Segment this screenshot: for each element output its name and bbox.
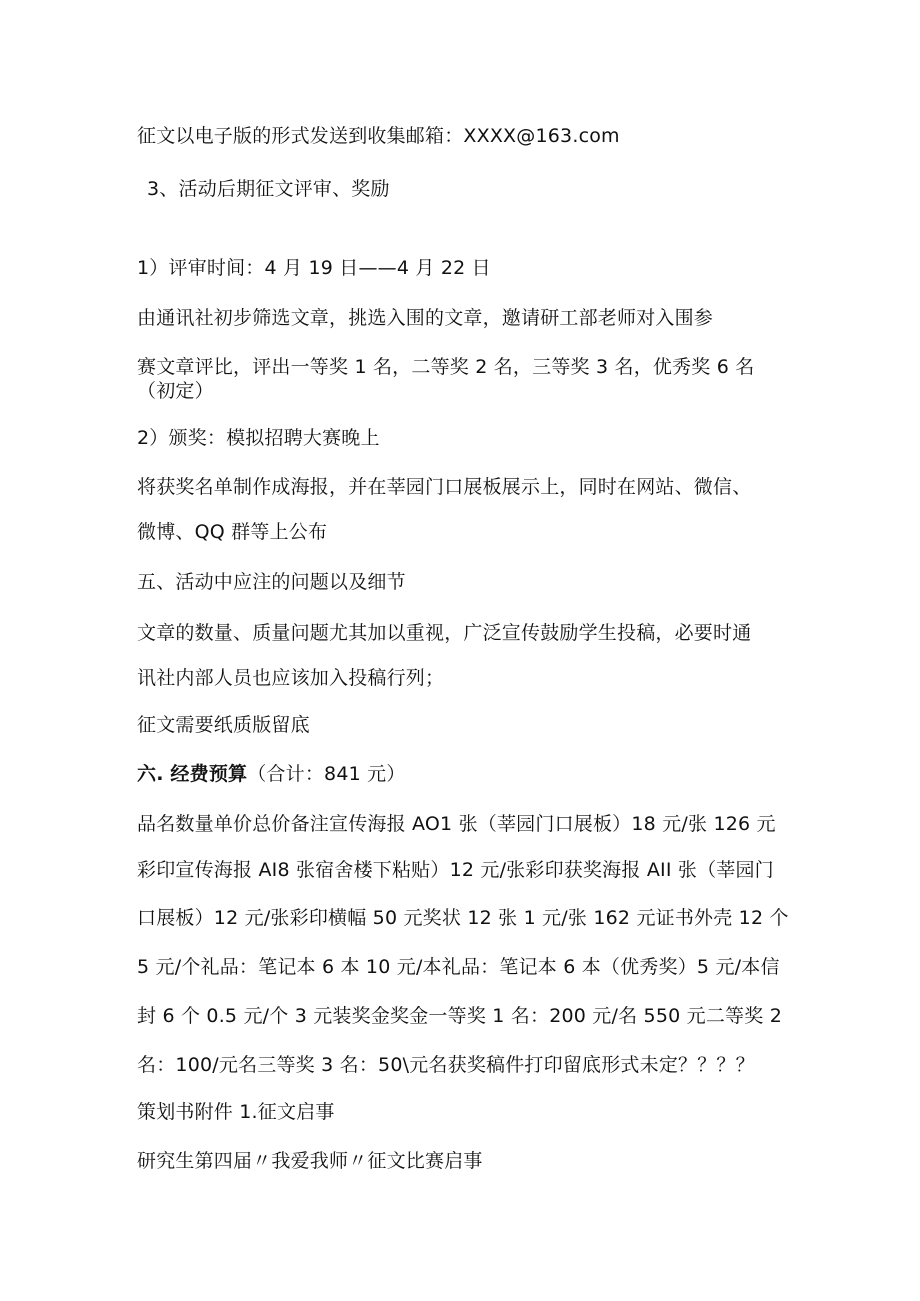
paragraph-line: 讯社内部人员也应该加入投稿行列； bbox=[137, 667, 445, 689]
section-heading-review: 3、活动后期征文评审、奖励 bbox=[147, 178, 390, 200]
budget-line: 封 6 个 0.5 元/个 3 元装奖金奖金一等奖 1 名：200 元/名 550 元二等奖 2 bbox=[137, 1005, 782, 1027]
paragraph-line: 赛文章评比，评出一等奖 1 名，二等奖 2 名，三等奖 3 名，优秀奖 6 名（初定） bbox=[137, 356, 755, 402]
paragraph-line: 征文需要纸质版留底 bbox=[137, 714, 310, 736]
award-ceremony-line: 2）颁奖：模拟招聘大赛晚上 bbox=[137, 427, 380, 449]
email-submission-line: 征文以电子版的形式发送到收集邮箱：XXXX@163.com bbox=[137, 125, 620, 147]
budget-total: （合计：841 元） bbox=[247, 763, 406, 785]
section-heading-issues: 五、活动中应注的问题以及细节 bbox=[137, 571, 406, 593]
budget-line: 名：100/元名三等奖 3 名：50\元名获奖稿件打印留底形式未定？？？？ bbox=[137, 1054, 755, 1076]
notice-title: 研究生第四届〃我爱我师〃征文比赛启事 bbox=[137, 1150, 483, 1172]
paragraph-line: 文章的数量、质量问题尤其加以重视，广泛宣传鼓励学生投稿，必要时通 bbox=[137, 622, 752, 644]
section-heading-budget bbox=[137, 762, 787, 786]
review-time-line: 1）评审时间：4 月 19 日——4 月 22 日 bbox=[137, 257, 491, 279]
budget-line: 彩印宣传海报 AI8 张宿舍楼下粘贴）12 元/张彩印获奖海报 AII 张（莘园门 bbox=[137, 859, 774, 881]
budget-heading-label: 六. 经费预算 bbox=[137, 763, 248, 785]
budget-line: 5 元/个礼品：笔记本 6 本 10 元/本礼品：笔记本 6 本（优秀奖）5 元/本信 bbox=[137, 956, 780, 978]
paragraph-line: 将获奖名单制作成海报，并在莘园门口展板展示上，同时在网站、微信、 bbox=[137, 476, 752, 498]
budget-line: 品名数量单价总价备注宣传海报 AO1 张（莘园门口展板）18 元/张 126 元 bbox=[137, 813, 776, 835]
budget-line: 口展板）12 元/张彩印横幅 50 元奖状 12 张 1 元/张 162 元证书外壳 12 个 bbox=[137, 907, 789, 929]
paragraph-line: 微博、QQ 群等上公布 bbox=[137, 521, 328, 543]
attachment-heading: 策划书附件 1.征文启事 bbox=[137, 1101, 335, 1123]
paragraph-line: 由通讯社初步筛选文章，挑选入围的文章，邀请研工部老师对入围参 bbox=[137, 307, 714, 329]
